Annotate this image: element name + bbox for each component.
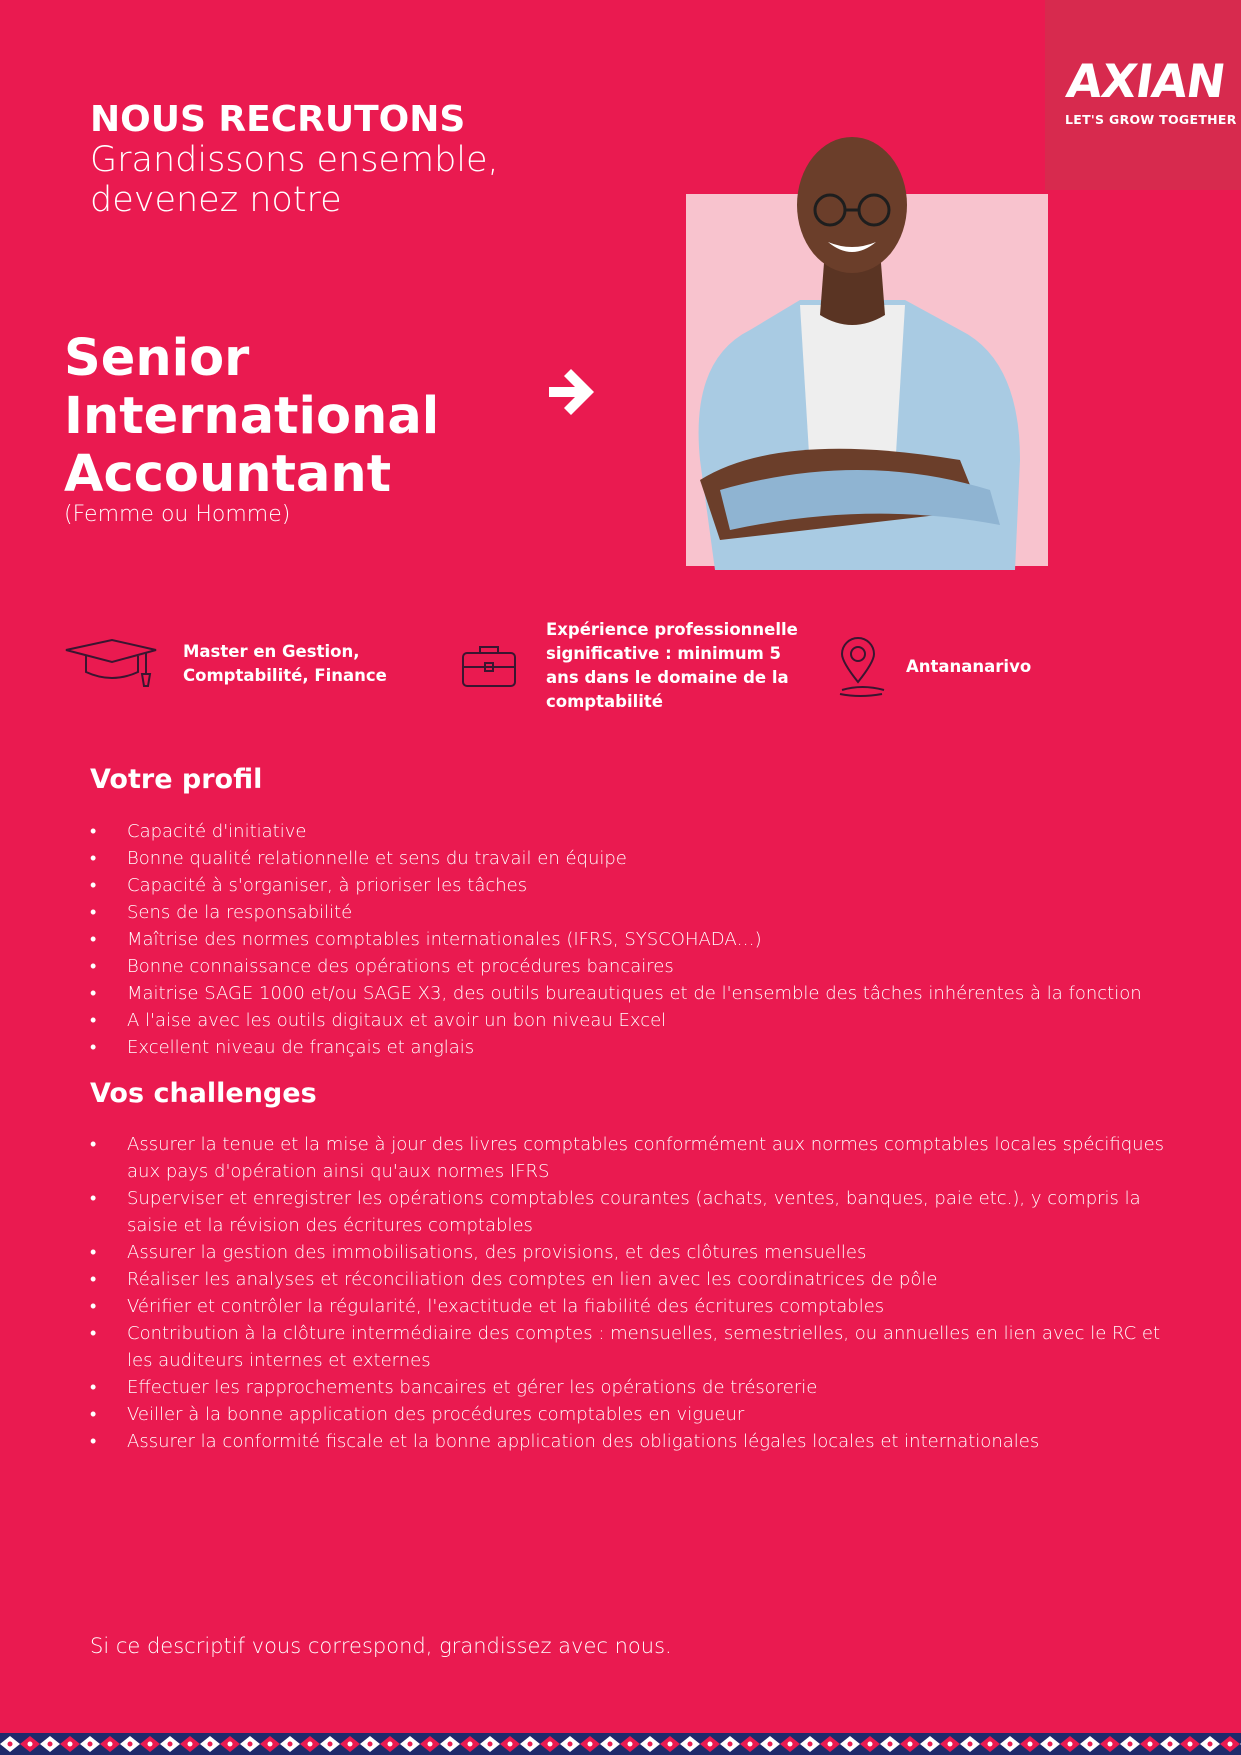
subheadline: Grandissons ensemble, devenez notre bbox=[90, 140, 499, 220]
list-item: • Effectuer les rapprochements bancaires et gérer les opérations de trésorerie bbox=[90, 1374, 1170, 1401]
requirement-education-text: Master en Gestion, Comptabilité, Finance bbox=[183, 642, 387, 685]
list-item: • Assurer la gestion des immobilisations, des provisions, et des clôtures mensuelles bbox=[90, 1239, 1170, 1266]
list-item: • Contribution à la clôture intermédiaire des comptes : mensuelles, semestrielles, ou annuelles en lien avec le RC et les auditeurs internes et externes bbox=[90, 1320, 1170, 1374]
list-item: • Capacité à s'organiser, à prioriser les tâches bbox=[90, 872, 1170, 899]
list-item: • Capacité d'initiative bbox=[90, 818, 1170, 845]
list-item: • Excellent niveau de français et anglais bbox=[90, 1034, 1170, 1061]
challenges-section-title: Vos challenges bbox=[90, 1078, 317, 1109]
challenges-list bbox=[90, 1131, 1170, 1455]
list-item: • Veiller à la bonne application des procédures comptables en vigueur bbox=[90, 1401, 1170, 1428]
list-item: • Maitrise SAGE 1000 et/ou SAGE X3, des outils bureautiques et de l'ensemble des tâches inhérentes à la fonction bbox=[90, 980, 1170, 1007]
headline: NOUS RECRUTONS bbox=[90, 99, 466, 140]
list-item: • Assurer la tenue et la mise à jour des livres comptables conformément aux normes comptables locales spécifiques aux pays d'opération ainsi qu'aux normes IFRS bbox=[90, 1131, 1170, 1185]
requirement-location bbox=[838, 636, 1106, 698]
logo-wordmark: AXIAN bbox=[1063, 54, 1229, 108]
list-item: • Superviser et enregistrer les opérations comptables courantes (achats, ventes, banques, paie etc.), y compris la saisie et la révision des écritures comptables bbox=[90, 1185, 1170, 1239]
logo-tagline: LET'S GROW TOGETHER bbox=[1065, 112, 1237, 127]
person-illustration bbox=[660, 130, 1050, 570]
brand-logo bbox=[1045, 0, 1241, 190]
graduation-cap-icon bbox=[64, 636, 158, 692]
requirement-education bbox=[64, 636, 413, 692]
list-item: • Vérifier et contrôler la régularité, l'exactitude et la fiabilité des écritures comptables bbox=[90, 1293, 1170, 1320]
candidate-photo bbox=[660, 130, 1050, 570]
list-item: • Sens de la responsabilité bbox=[90, 899, 1170, 926]
list-item: • Maîtrise des normes comptables internationales (IFRS, SYSCOHADA…) bbox=[90, 926, 1170, 953]
location-pin-icon bbox=[838, 636, 888, 698]
profile-list bbox=[90, 818, 1170, 1061]
job-title: Senior International Accountant bbox=[64, 329, 440, 504]
list-item: • Réaliser les analyses et réconciliation des comptes en lien avec les coordinatrices de pôle bbox=[90, 1266, 1170, 1293]
decorative-pattern-band bbox=[0, 1733, 1241, 1755]
requirement-experience-text: Expérience professionnelle significative : minimum 5 ans dans le domaine de la comptabilité bbox=[546, 620, 798, 711]
list-item: • A l'aise avec les outils digitaux et avoir un bon niveau Excel bbox=[90, 1007, 1170, 1034]
profile-section-title: Votre profil bbox=[90, 764, 263, 795]
list-item: • Bonne qualité relationnelle et sens du travail en équipe bbox=[90, 845, 1170, 872]
arrow-right-icon bbox=[545, 365, 599, 419]
requirement-experience bbox=[460, 618, 816, 714]
briefcase-icon bbox=[460, 643, 518, 689]
requirement-location-text: Antananarivo bbox=[906, 657, 1032, 676]
list-item: • Assurer la conformité fiscale et la bonne application des obligations légales locales et internationales bbox=[90, 1428, 1170, 1455]
list-item: • Bonne connaissance des opérations et procédures bancaires bbox=[90, 953, 1170, 980]
footer-cta: Si ce descriptif vous correspond, grandissez avec nous. bbox=[90, 1634, 672, 1658]
gender-note: (Femme ou Homme) bbox=[64, 502, 291, 527]
